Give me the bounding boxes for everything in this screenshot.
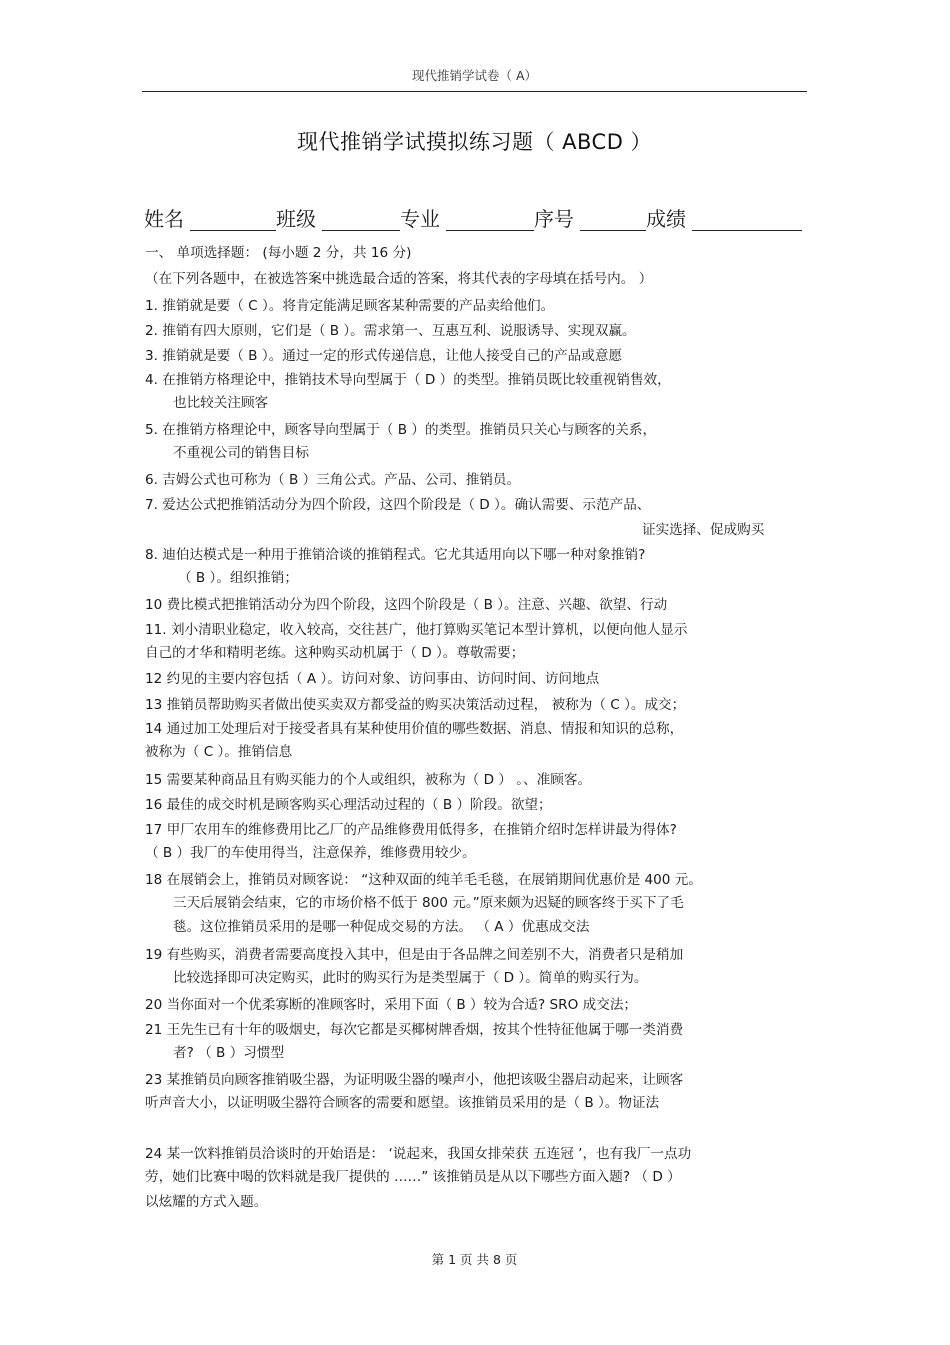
question-line: 2. 推销有四大原则，它们是（ B ）。需求第一、互惠互利、说服诱导、实现双赢。 bbox=[145, 323, 636, 339]
name-label: 姓名 bbox=[144, 207, 184, 231]
question-line: 7. 爱达公式把推销活动分为四个阶段，这四个阶段是（ D ）。确认需要、示范产品、 bbox=[145, 497, 651, 513]
number-blank bbox=[580, 230, 646, 231]
question-line: 1. 推销就是要（ C ）。将肯定能满足顾客某种需要的产品卖给他们。 bbox=[145, 298, 555, 314]
question-line: 以炫耀的方式入题。 bbox=[145, 1194, 268, 1210]
section-heading: 一、 单项选择题： (每小题 2 分，共 16 分) bbox=[145, 245, 412, 261]
question-line: 14 通过加工处理后对于接受者具有某种使用价值的哪些数据、消息、情报和知识的总称， bbox=[145, 721, 684, 737]
question-line: 13 推销员帮助购买者做出使买卖双方都受益的购买决策活动过程， 被称为（ C ）。成交； bbox=[145, 697, 686, 713]
header-rule bbox=[142, 91, 807, 92]
question-line: 不重视公司的销售目标 bbox=[173, 445, 309, 461]
name-blank bbox=[190, 230, 276, 231]
question-line: 被称为（ C ）。推销信息 bbox=[145, 744, 293, 760]
question-line: 11. 刘小清职业稳定，收入较高，交往甚广，他打算购买笔记本型计算机，以便向他人显示 bbox=[145, 622, 688, 638]
major-blank bbox=[446, 230, 534, 231]
score-blank bbox=[692, 230, 802, 231]
page-title: 现代推销学试摸拟练习题（ ABCD ） bbox=[296, 130, 653, 154]
question-line: 证实选择、促成购买 bbox=[642, 522, 765, 538]
question-line: 18 在展销会上，推销员对顾客说： “这种双面的纯羊毛毛毯，在展销期间优惠价是 400 元。 bbox=[145, 872, 702, 888]
question-line: 听声音大小，以证明吸尘器符合顾客的需要和愿望。该推销员采用的是（ B ）。物证法 bbox=[145, 1095, 660, 1111]
question-line: 16 最佳的成交时机是顾客购买心理活动过程的（ B ）阶段。欲望； bbox=[145, 797, 552, 813]
class-label: 班级 bbox=[276, 207, 316, 231]
question-line: 8. 迪伯达模式是一种用于推销洽谈的推销程式。它尤其适用向以下哪一种对象推销? bbox=[145, 547, 646, 563]
question-line: 三天后展销会结束，它的市场价格不低于 800 元。”原来颇为迟疑的顾客终于买下了毛 bbox=[173, 895, 684, 911]
question-line: 者? （ B ）习惯型 bbox=[173, 1045, 285, 1061]
question-line: 自己的才华和精明老练。这种购买动机属于（ D ）。尊敬需要； bbox=[145, 645, 525, 661]
major-label: 专业 bbox=[400, 207, 440, 231]
student-info-row bbox=[144, 203, 804, 233]
question-line: 3. 推销就是要（ B ）。通过一定的形式传递信息，让他人接受自己的产品或意愿 bbox=[145, 348, 623, 364]
question-line: 比较选择即可决定购买，此时的购买行为是类型属于（ D ）。简单的购买行为。 bbox=[173, 970, 648, 986]
question-line: 24 某一饮料推销员洽谈时的开始语是： ‘说起来，我国女排荣获 五连冠 ’，也有我厂一点功 bbox=[145, 1146, 692, 1162]
section-instruction: （在下列各题中，在被选答案中挑选最合适的答案，将其代表的字母填在括号内。 ） bbox=[145, 271, 653, 287]
question-line: （ B ）。组织推销； bbox=[178, 570, 298, 586]
running-header: 现代推销学试卷（ A） bbox=[411, 68, 538, 83]
question-line: 也比较关注顾客 bbox=[173, 395, 269, 411]
page-number-footer: 第 1 页 共 8 页 bbox=[431, 1252, 518, 1267]
question-line: 5. 在推销方格理论中，顾客导向型属于（ B ）的类型。推销员只关心与顾客的关系， bbox=[145, 422, 657, 438]
question-line: 17 甲厂农用车的维修费用比乙厂的产品维修费用低得多，在推销介绍时怎样讲最为得体? bbox=[145, 822, 677, 838]
question-line: 劳，她们比赛中喝的饮料就是我厂提供的 ……” 该推销员是从以下哪些方面入题? （ D ） bbox=[145, 1169, 681, 1185]
question-line: 15 需要某种商品且有购买能力的个人或组织，被称为（ D ） 。、准顾客。 bbox=[145, 772, 592, 788]
question-line: 4. 在推销方格理论中，推销技术导向型属于（ D ）的类型。推销员既比较重视销售效， bbox=[145, 372, 671, 388]
question-line: 12 约见的主要内容包括（ A ）。访问对象、访问事由、访问时间、访问地点 bbox=[145, 671, 600, 687]
question-line: （ B ）我厂的车使用得当，注意保养，维修费用较少。 bbox=[145, 845, 476, 861]
question-line: 19 有些购买，消费者需要高度投入其中，但是由于各品牌之间差别不大，消费者只是稍加 bbox=[145, 947, 684, 963]
class-blank bbox=[322, 230, 400, 231]
question-line: 毯。这位推销员采用的是哪一种促成交易的方法。 （ A ）优惠成交法 bbox=[173, 919, 590, 935]
question-line: 23 某推销员向顾客推销吸尘器，为证明吸尘器的噪声小，他把该吸尘器启动起来，让顾客 bbox=[145, 1072, 684, 1088]
number-label: 序号 bbox=[534, 207, 574, 231]
question-line: 21 王先生已有十年的吸烟史，每次它都是买椰树牌香烟，按其个性特征他属于哪一类消费 bbox=[145, 1022, 684, 1038]
score-label: 成绩 bbox=[646, 207, 686, 231]
question-line: 10 费比模式把推销活动分为四个阶段，这四个阶段是（ B ）。注意、兴趣、欲望、行动 bbox=[145, 597, 668, 613]
question-line: 20 当你面对一个优柔寡断的准顾客时，采用下面（ B ）较为合适? SRO 成交法； bbox=[145, 997, 638, 1013]
question-line: 6. 吉姆公式也可称为（ B ）三角公式。产品、公司、推销员。 bbox=[145, 472, 521, 488]
